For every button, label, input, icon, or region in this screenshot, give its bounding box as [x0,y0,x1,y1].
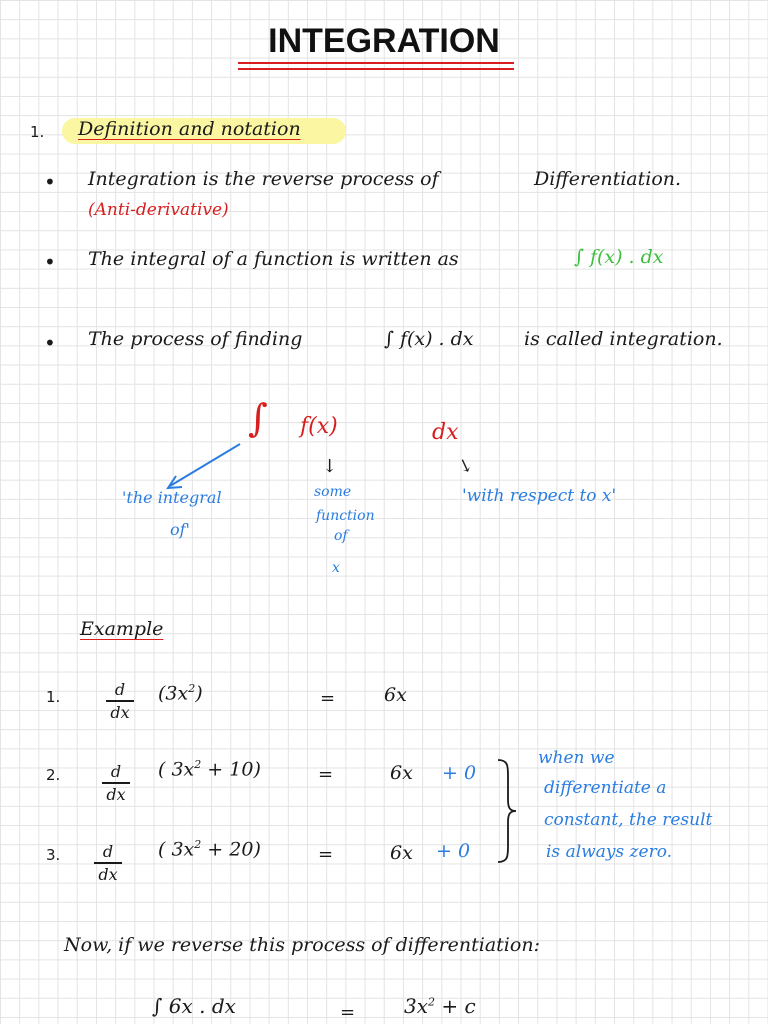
fx-label: of [334,528,348,544]
derivative-numerator: d [114,680,126,699]
fraction-bar [106,700,134,702]
derivative-numerator: d [110,762,122,781]
section-heading: Definition and notation [78,118,301,140]
fx-label: function [316,508,375,524]
bullet-3-text2: is called integration. [524,328,723,350]
derivative-operator [94,842,122,884]
expression-exponent: 2 [194,838,202,851]
example-plus-zero: + 0 [442,762,477,784]
bullet-2-text: The integral of a function is written as [88,248,459,270]
bullet-1-text2: Differentiation. [534,168,682,190]
dx-label: 'with respect to x' [462,486,617,506]
example-heading: Example [80,618,164,640]
reverse-text: Now, if we reverse this process of differentiation: [64,934,540,956]
equals-sign: = [318,844,334,865]
constant-note: constant, the result [544,810,713,830]
example-result: 6x [384,684,407,706]
expression-end: + 10) [201,758,261,781]
bullet-3-text: The process of finding [88,328,303,350]
reverse-rhs [404,994,476,1018]
arrow-down-icon: ↓ [454,453,477,480]
fx-label: x [332,560,340,576]
bullet-1-text: Integration is the reverse process of [88,168,439,190]
fx-label: some [314,484,352,500]
example-result: 6x [390,762,413,784]
rhs-end: + c [435,994,476,1018]
integral-label: 'the integral [122,488,222,507]
rhs-exponent: 2 [428,995,436,1009]
expression-exponent: 2 [188,682,196,695]
bullet-3-formula: ∫ f(x) . dx [384,328,474,350]
constant-note: when we [538,748,615,768]
example-number: 1. [46,688,61,706]
fx-part: f(x) [300,414,338,439]
example-plus-zero: + 0 [436,840,471,862]
expression-exponent: 2 [194,758,202,771]
example-expression [158,838,261,860]
expression-end: ) [195,682,203,705]
derivative-denominator: dx [110,702,130,722]
derivative-operator [106,680,134,722]
constant-note: differentiate a [544,778,667,798]
example-number: 2. [46,766,61,784]
integral-symbol: ∫ [248,396,268,440]
equals-sign: = [340,1002,356,1023]
example-result: 6x [390,842,413,864]
section-number: 1. [30,123,45,141]
bullet-2-formula: ∫ f(x) . dx [574,246,664,268]
fraction-bar [102,782,130,784]
equals-sign: = [320,688,336,709]
expression-end: + 20) [201,838,261,861]
page-title: INTEGRATION [268,22,500,60]
expression-base: ( 3x [158,838,195,861]
derivative-denominator: dx [98,864,118,884]
expression-base: ( 3x [158,758,195,781]
fraction-bar [94,862,122,864]
dx-part: dx [432,420,459,445]
example-expression [158,758,261,780]
bullet-dot: • [44,170,56,194]
reverse-lhs: ∫ 6x . dx [152,994,236,1018]
derivative-denominator: dx [106,784,126,804]
derivative-numerator: d [102,842,114,861]
bullet-1-note: (Anti-derivative) [88,200,229,220]
integral-label: of' [170,520,190,539]
derivative-operator [102,762,130,804]
bullet-dot: • [44,331,56,355]
equals-sign: = [318,764,334,785]
example-number: 3. [46,846,61,864]
curly-brace-icon [494,756,518,866]
rhs-base: 3x [404,994,429,1018]
constant-note: is always zero. [546,842,673,862]
bullet-dot: • [44,250,56,274]
expression-base: (3x [158,682,189,705]
arrow-down-icon: ↓ [322,456,338,477]
example-expression [158,682,203,704]
